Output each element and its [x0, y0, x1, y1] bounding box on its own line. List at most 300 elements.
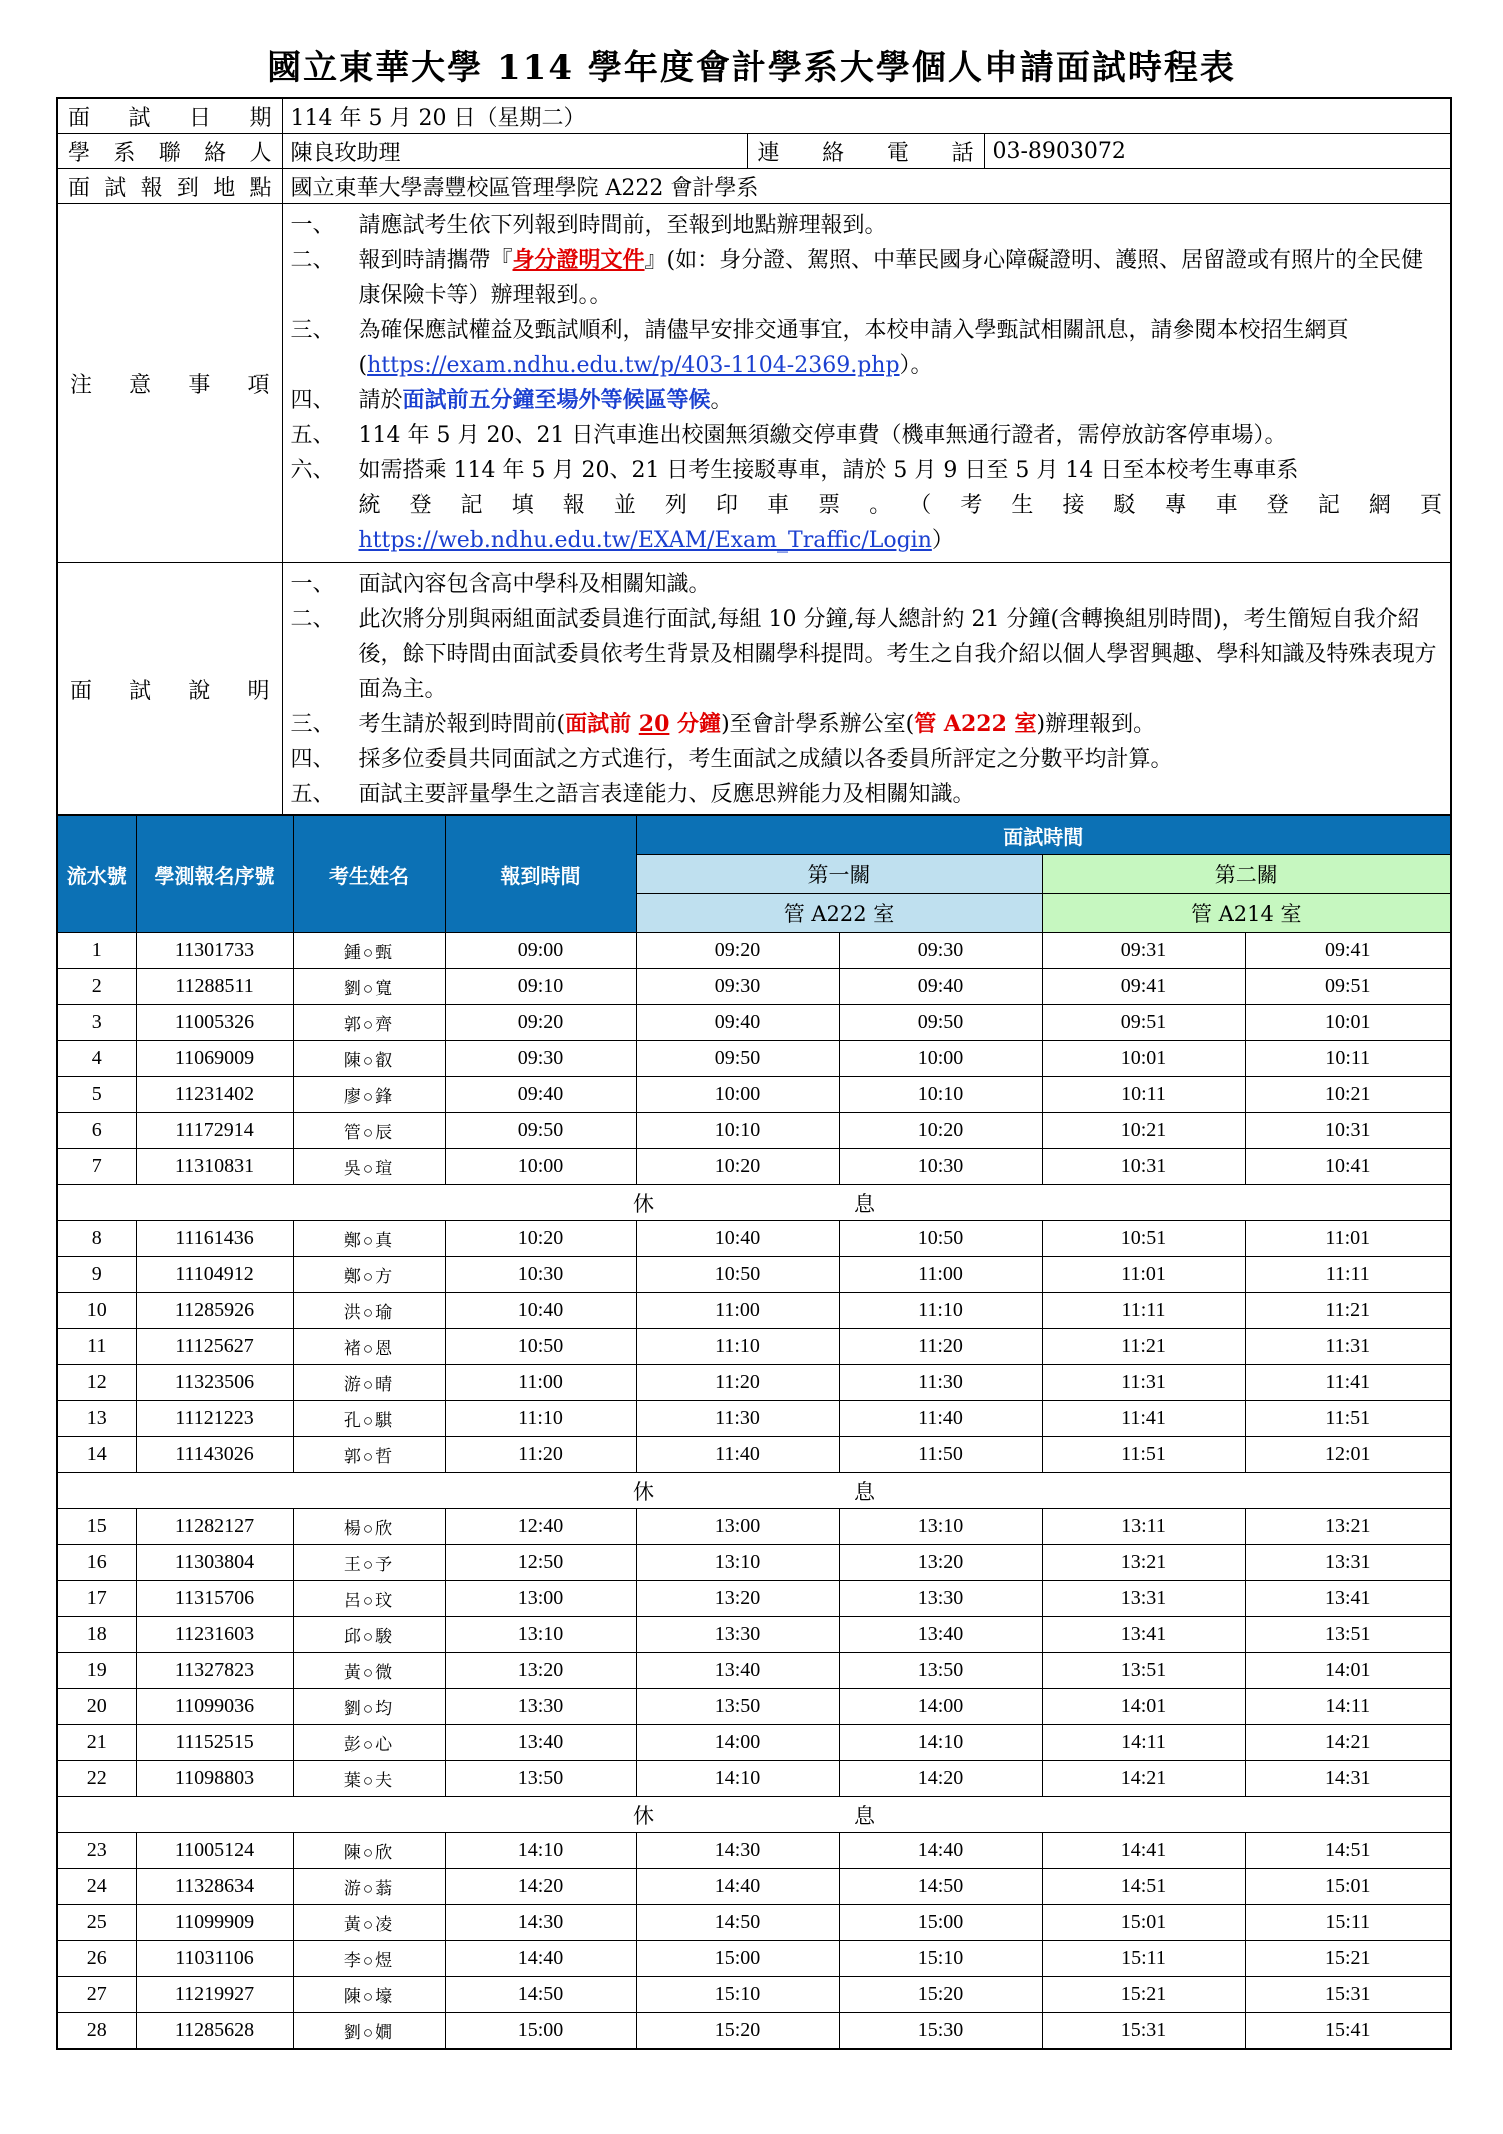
note-text: 114 年 5 月 20、21 日汽車進出校園無須繳交停車費（機車無通行證者，需停放訪客停車場）。	[358, 423, 1287, 448]
stage2-start-cell: 14:41	[1042, 1833, 1245, 1869]
note-text: 請應試考生依下列報到時間前，至報到地點辦理報到。	[358, 213, 887, 238]
checkin-time-cell: 12:40	[445, 1509, 636, 1545]
stage2-end-cell: 14:31	[1245, 1761, 1451, 1797]
stage1-end-cell: 10:50	[839, 1221, 1042, 1257]
admission-website-link[interactable]: https://exam.ndhu.edu.tw/p/403-1104-2369.php	[367, 353, 900, 378]
stage1-end-cell: 11:00	[839, 1257, 1042, 1293]
serial-number-cell: 27	[57, 1977, 136, 2013]
explain-item	[291, 567, 1443, 602]
stage1-end-cell: 14:20	[839, 1761, 1042, 1797]
schedule-row	[57, 1725, 1451, 1761]
explain-text-part: 面試前	[565, 711, 639, 737]
stage1-start-cell: 14:30	[636, 1833, 839, 1869]
stage1-start-cell: 11:20	[636, 1365, 839, 1401]
schedule-row	[57, 1257, 1451, 1293]
serial-number-cell: 22	[57, 1761, 136, 1797]
schedule-header-row	[57, 815, 1451, 855]
schedule-row	[57, 1365, 1451, 1401]
registration-number-cell: 11099036	[136, 1689, 293, 1725]
stage2-start-cell: 10:21	[1042, 1113, 1245, 1149]
note-number: 四、	[290, 388, 335, 413]
candidate-name-cell: 孔○騏	[293, 1401, 445, 1437]
checkin-time-cell: 11:00	[445, 1365, 636, 1401]
checkin-time-cell: 09:30	[445, 1041, 636, 1077]
explain-text: 面試內容包含高中學科及相關知識。	[358, 572, 711, 597]
stage1-end-cell: 09:40	[839, 969, 1042, 1005]
candidate-name-cell: 吳○瑄	[293, 1149, 445, 1185]
serial-number-cell: 19	[57, 1653, 136, 1689]
registration-number-cell: 11328634	[136, 1869, 293, 1905]
break-row	[57, 1185, 1451, 1221]
registration-number-cell: 11121223	[136, 1401, 293, 1437]
notes-content	[282, 204, 1451, 563]
serial-number-cell: 24	[57, 1869, 136, 1905]
stage2-start-cell: 09:41	[1042, 969, 1245, 1005]
serial-number-cell: 17	[57, 1581, 136, 1617]
checkin-time-cell: 13:50	[445, 1761, 636, 1797]
stage1-start-cell: 13:10	[636, 1545, 839, 1581]
checkin-time-cell: 13:40	[445, 1725, 636, 1761]
candidate-name-cell: 鄭○方	[293, 1257, 445, 1293]
stage2-start-cell: 15:01	[1042, 1905, 1245, 1941]
candidate-name-cell: 廖○鋒	[293, 1077, 445, 1113]
checkin-time-cell: 14:50	[445, 1977, 636, 2013]
office-room-emphasis: 管 A222 室	[914, 711, 1037, 737]
serial-number-cell: 21	[57, 1725, 136, 1761]
break-row	[57, 1473, 1451, 1509]
stage2-end-cell: 13:31	[1245, 1545, 1451, 1581]
stage1-start-cell: 15:10	[636, 1977, 839, 2013]
note-text-part: 請於	[358, 388, 403, 413]
schedule-row	[57, 1617, 1451, 1653]
serial-number-cell: 11	[57, 1329, 136, 1365]
serial-number-cell: 12	[57, 1365, 136, 1401]
stage1-end-cell: 10:10	[839, 1077, 1042, 1113]
stage1-end-cell: 11:50	[839, 1437, 1042, 1473]
break-label: 休息	[57, 1797, 1451, 1833]
stage2-start-cell: 11:01	[1042, 1257, 1245, 1293]
candidate-name-cell: 郭○齊	[293, 1005, 445, 1041]
stage1-start-cell: 14:40	[636, 1869, 839, 1905]
stage2-start-cell: 11:11	[1042, 1293, 1245, 1329]
notes-label: 注意事項	[57, 204, 282, 563]
serial-number-cell: 18	[57, 1617, 136, 1653]
stage2-start-cell: 13:51	[1042, 1653, 1245, 1689]
candidate-name-cell: 黃○微	[293, 1653, 445, 1689]
stage2-end-cell: 14:21	[1245, 1725, 1451, 1761]
stage1-start-cell: 14:50	[636, 1905, 839, 1941]
notes-row	[57, 204, 1451, 563]
registration-number-cell: 11231402	[136, 1077, 293, 1113]
stage2-end-cell: 13:41	[1245, 1581, 1451, 1617]
stage1-end-cell: 10:00	[839, 1041, 1042, 1077]
contact-row	[57, 134, 1451, 169]
stage1-end-cell: 11:10	[839, 1293, 1042, 1329]
stage2-end-cell: 11:41	[1245, 1365, 1451, 1401]
schedule-row	[57, 1905, 1451, 1941]
header-serial-number: 流水號	[57, 815, 136, 933]
registration-number-cell: 11285926	[136, 1293, 293, 1329]
schedule-row	[57, 2013, 1451, 2050]
candidate-name-cell: 李○煜	[293, 1941, 445, 1977]
serial-number-cell: 8	[57, 1221, 136, 1257]
explain-item	[291, 602, 1443, 707]
registration-number-cell: 11231603	[136, 1617, 293, 1653]
note-text-part: 如需搭乘 114 年 5 月 20、21 日考生接駁專車，請於 5 月 9 日至 5 月 14 日至本校考生專車系	[358, 458, 1299, 483]
candidate-name-cell: 游○晴	[293, 1365, 445, 1401]
registration-number-cell: 11301733	[136, 933, 293, 969]
stage2-start-cell: 11:31	[1042, 1365, 1245, 1401]
stage1-end-cell: 13:20	[839, 1545, 1042, 1581]
header-stage-1: 第一關	[636, 855, 1042, 894]
note-text	[359, 383, 1443, 418]
stage2-start-cell: 15:11	[1042, 1941, 1245, 1977]
stage2-start-cell: 13:11	[1042, 1509, 1245, 1545]
serial-number-cell: 20	[57, 1689, 136, 1725]
note-text-part: 。	[710, 388, 733, 413]
schedule-row	[57, 1077, 1451, 1113]
location-row	[57, 169, 1451, 204]
stage1-start-cell: 14:10	[636, 1761, 839, 1797]
stage2-start-cell: 10:51	[1042, 1221, 1245, 1257]
registration-number-cell: 11327823	[136, 1653, 293, 1689]
stage2-end-cell: 11:01	[1245, 1221, 1451, 1257]
explain-content	[282, 563, 1451, 818]
stage1-start-cell: 11:40	[636, 1437, 839, 1473]
explain-number: 五、	[290, 782, 335, 807]
stage1-end-cell: 13:10	[839, 1509, 1042, 1545]
note-item	[291, 313, 1443, 383]
schedule-row	[57, 1869, 1451, 1905]
schedule-table	[56, 814, 1452, 2050]
header-registration-number: 學測報名序號	[136, 815, 293, 933]
serial-number-cell: 6	[57, 1113, 136, 1149]
checkin-time-cell: 10:20	[445, 1221, 636, 1257]
serial-number-cell: 1	[57, 933, 136, 969]
candidate-name-cell: 呂○玟	[293, 1581, 445, 1617]
candidate-name-cell: 管○辰	[293, 1113, 445, 1149]
break-label: 休息	[57, 1185, 1451, 1221]
checkin-time-cell: 10:40	[445, 1293, 636, 1329]
checkin-time-cell: 09:40	[445, 1077, 636, 1113]
stage1-end-cell: 14:00	[839, 1689, 1042, 1725]
stage2-end-cell: 11:31	[1245, 1329, 1451, 1365]
schedule-body	[57, 933, 1451, 2050]
note-item	[291, 243, 1443, 313]
explain-text: 採多位委員共同面試之方式進行，考生面試之成績以各委員所評定之分數平均計算。	[358, 747, 1173, 772]
stage1-start-cell: 10:10	[636, 1113, 839, 1149]
serial-number-cell: 5	[57, 1077, 136, 1113]
stage2-end-cell: 13:21	[1245, 1509, 1451, 1545]
explain-row	[57, 563, 1451, 818]
serial-number-cell: 15	[57, 1509, 136, 1545]
checkin-time-cell: 10:00	[445, 1149, 636, 1185]
candidate-name-cell: 王○予	[293, 1545, 445, 1581]
stage2-start-cell: 11:41	[1042, 1401, 1245, 1437]
registration-number-cell: 11098803	[136, 1761, 293, 1797]
registration-number-cell: 11152515	[136, 1725, 293, 1761]
note-text-part: 報到時請攜帶『	[358, 248, 513, 273]
checkin-time-cell: 13:10	[445, 1617, 636, 1653]
stage1-end-cell: 15:20	[839, 1977, 1042, 2013]
checkin-time-cell: 12:50	[445, 1545, 636, 1581]
stage1-start-cell: 15:20	[636, 2013, 839, 2050]
explain-text	[359, 707, 1443, 742]
stage2-start-cell: 09:51	[1042, 1005, 1245, 1041]
schedule-row	[57, 1437, 1451, 1473]
explain-number: 四、	[290, 747, 335, 772]
checkin-time-cell: 09:20	[445, 1005, 636, 1041]
note-item	[291, 418, 1443, 453]
explain-item	[291, 777, 1443, 812]
candidate-name-cell: 劉○寬	[293, 969, 445, 1005]
stage2-start-cell: 13:31	[1042, 1581, 1245, 1617]
explain-item	[291, 707, 1443, 742]
stage2-start-cell: 09:31	[1042, 933, 1245, 969]
stage2-start-cell: 13:21	[1042, 1545, 1245, 1581]
registration-number-cell: 11219927	[136, 1977, 293, 2013]
note-text-part: ）	[931, 528, 954, 553]
stage1-end-cell: 11:40	[839, 1401, 1042, 1437]
phone-value: 03-8903072	[984, 134, 1451, 169]
explain-number: 二、	[290, 607, 335, 632]
note-text-part: 統登記填報並列印車票。（考生接駁專車登記網頁	[358, 493, 1442, 518]
stage1-start-cell: 10:40	[636, 1221, 839, 1257]
note-text	[359, 243, 1443, 313]
stage2-start-cell: 15:21	[1042, 1977, 1245, 2013]
stage1-start-cell: 13:30	[636, 1617, 839, 1653]
stage2-start-cell: 13:41	[1042, 1617, 1245, 1653]
serial-number-cell: 7	[57, 1149, 136, 1185]
note-number: 三、	[290, 318, 335, 343]
stage2-end-cell: 11:51	[1245, 1401, 1451, 1437]
contact-value: 陳良玫助理	[282, 134, 747, 169]
registration-number-cell: 11005326	[136, 1005, 293, 1041]
stage1-start-cell: 13:20	[636, 1581, 839, 1617]
candidate-name-cell: 邱○駿	[293, 1617, 445, 1653]
registration-number-cell: 11172914	[136, 1113, 293, 1149]
stage1-start-cell: 15:00	[636, 1941, 839, 1977]
schedule-row	[57, 1113, 1451, 1149]
registration-number-cell: 11143026	[136, 1437, 293, 1473]
explain-item	[291, 742, 1443, 777]
registration-number-cell: 11288511	[136, 969, 293, 1005]
explain-text-part: 考生請於報到時間前(	[358, 712, 566, 737]
interview-date-label: 面試日期	[57, 98, 282, 134]
stage1-end-cell: 09:30	[839, 933, 1042, 969]
header-interview-time: 面試時間	[636, 815, 1451, 855]
stage2-end-cell: 10:11	[1245, 1041, 1451, 1077]
checkin-time-cell: 14:30	[445, 1905, 636, 1941]
header-checkin-time: 報到時間	[445, 815, 636, 933]
stage2-end-cell: 09:41	[1245, 933, 1451, 969]
candidate-name-cell: 郭○哲	[293, 1437, 445, 1473]
stage1-end-cell: 11:30	[839, 1365, 1042, 1401]
candidate-name-cell: 劉○均	[293, 1689, 445, 1725]
minutes-number: 20	[638, 711, 670, 737]
stage2-end-cell: 13:51	[1245, 1617, 1451, 1653]
serial-number-cell: 3	[57, 1005, 136, 1041]
break-row	[57, 1797, 1451, 1833]
stage1-end-cell: 10:20	[839, 1113, 1042, 1149]
registration-number-cell: 11099909	[136, 1905, 293, 1941]
stage1-start-cell: 13:50	[636, 1689, 839, 1725]
stage1-start-cell: 11:00	[636, 1293, 839, 1329]
checkin-time-cell: 10:30	[445, 1257, 636, 1293]
serial-number-cell: 23	[57, 1833, 136, 1869]
note-item	[291, 453, 1443, 558]
stage1-start-cell: 11:30	[636, 1401, 839, 1437]
stage1-end-cell: 10:30	[839, 1149, 1042, 1185]
candidate-name-cell: 褚○恩	[293, 1329, 445, 1365]
stage2-start-cell: 10:11	[1042, 1077, 1245, 1113]
candidate-name-cell: 游○蓊	[293, 1869, 445, 1905]
stage1-start-cell: 11:10	[636, 1329, 839, 1365]
waiting-area-emphasis: 面試前五分鐘至場外等候區等候	[402, 387, 711, 413]
stage2-end-cell: 11:21	[1245, 1293, 1451, 1329]
stage1-end-cell: 13:30	[839, 1581, 1042, 1617]
stage2-end-cell: 10:41	[1245, 1149, 1451, 1185]
header-room-1: 管 A222 室	[636, 894, 1042, 933]
explain-text-part: )至會計學系辦公室(	[721, 712, 915, 737]
break-label: 休息	[57, 1473, 1451, 1509]
registration-number-cell: 11069009	[136, 1041, 293, 1077]
stage2-start-cell: 14:51	[1042, 1869, 1245, 1905]
serial-number-cell: 26	[57, 1941, 136, 1977]
checkin-time-cell: 14:40	[445, 1941, 636, 1977]
registration-number-cell: 11315706	[136, 1581, 293, 1617]
note-text-part: 』(如：身分證、駕照、中華民國身心障礙證明、護照、居留證或有照片的全民健康保險卡等）辦理報到。。	[358, 248, 1424, 308]
schedule-row	[57, 1329, 1451, 1365]
checkin-time-cell: 09:50	[445, 1113, 636, 1149]
note-text-part: ）。	[899, 353, 933, 378]
schedule-row	[57, 969, 1451, 1005]
stage1-end-cell: 14:10	[839, 1725, 1042, 1761]
explain-text: 面試主要評量學生之語言表達能力、反應思辨能力及相關知識。	[358, 782, 975, 807]
schedule-row	[57, 1689, 1451, 1725]
info-table	[56, 97, 1452, 818]
header-candidate-name: 考生姓名	[293, 815, 445, 933]
candidate-name-cell: 洪○瑜	[293, 1293, 445, 1329]
header-room-2: 管 A214 室	[1042, 894, 1451, 933]
candidate-name-cell: 陳○壕	[293, 1977, 445, 2013]
explain-text-part: 分鐘	[669, 711, 722, 737]
serial-number-cell: 14	[57, 1437, 136, 1473]
stage1-end-cell: 14:40	[839, 1833, 1042, 1869]
stage2-end-cell: 10:31	[1245, 1113, 1451, 1149]
checkin-time-cell: 14:20	[445, 1869, 636, 1905]
schedule-row	[57, 1941, 1451, 1977]
stage1-end-cell: 15:00	[839, 1905, 1042, 1941]
stage2-end-cell: 15:31	[1245, 1977, 1451, 2013]
note-number: 六、	[290, 458, 335, 483]
stage2-end-cell: 15:11	[1245, 1905, 1451, 1941]
candidate-name-cell: 劉○嫺	[293, 2013, 445, 2050]
id-document-emphasis: 身分證明文件	[512, 247, 645, 273]
stage1-start-cell: 09:40	[636, 1005, 839, 1041]
stage2-start-cell: 10:01	[1042, 1041, 1245, 1077]
registration-number-cell: 11161436	[136, 1221, 293, 1257]
serial-number-cell: 28	[57, 2013, 136, 2050]
registration-number-cell: 11323506	[136, 1365, 293, 1401]
stage1-end-cell: 15:30	[839, 2013, 1042, 2050]
registration-number-cell: 11285628	[136, 2013, 293, 2050]
explain-number: 三、	[290, 712, 335, 737]
stage2-end-cell: 11:11	[1245, 1257, 1451, 1293]
stage1-end-cell: 15:10	[839, 1941, 1042, 1977]
schedule-row	[57, 1761, 1451, 1797]
registration-number-cell: 11282127	[136, 1509, 293, 1545]
stage1-start-cell: 13:00	[636, 1509, 839, 1545]
location-label: 面試報到地點	[57, 169, 282, 204]
stage2-end-cell: 14:11	[1245, 1689, 1451, 1725]
note-item	[291, 383, 1443, 418]
schedule-row	[57, 1833, 1451, 1869]
stage2-start-cell: 15:31	[1042, 2013, 1245, 2050]
checkin-time-cell: 13:00	[445, 1581, 636, 1617]
shuttle-registration-link[interactable]: https://web.ndhu.edu.tw/EXAM/Exam_Traffic/Login	[358, 528, 932, 553]
stage1-end-cell: 11:20	[839, 1329, 1042, 1365]
schedule-row	[57, 1581, 1451, 1617]
checkin-time-cell: 15:00	[445, 2013, 636, 2050]
stage2-end-cell: 15:41	[1245, 2013, 1451, 2050]
header-stage-2: 第二關	[1042, 855, 1451, 894]
contact-label: 學系聯絡人	[57, 134, 282, 169]
schedule-row	[57, 1545, 1451, 1581]
candidate-name-cell: 楊○欣	[293, 1509, 445, 1545]
schedule-row	[57, 1005, 1451, 1041]
candidate-name-cell: 黃○凌	[293, 1905, 445, 1941]
stage2-end-cell: 15:21	[1245, 1941, 1451, 1977]
checkin-time-cell: 10:50	[445, 1329, 636, 1365]
schedule-row	[57, 1653, 1451, 1689]
stage1-end-cell: 13:40	[839, 1617, 1042, 1653]
schedule-row	[57, 1977, 1451, 2013]
interview-date-value: 114 年 5 月 20 日（星期二）	[282, 98, 1451, 134]
registration-number-cell: 11031106	[136, 1941, 293, 1977]
phone-label: 連絡電話	[747, 134, 984, 169]
explain-label: 面試說明	[57, 563, 282, 818]
stage1-start-cell: 14:00	[636, 1725, 839, 1761]
stage1-start-cell: 10:50	[636, 1257, 839, 1293]
schedule-row	[57, 1401, 1451, 1437]
stage2-start-cell: 11:21	[1042, 1329, 1245, 1365]
registration-number-cell: 11303804	[136, 1545, 293, 1581]
registration-number-cell: 11125627	[136, 1329, 293, 1365]
explain-number: 一、	[290, 572, 335, 597]
checkin-time-cell: 11:20	[445, 1437, 636, 1473]
serial-number-cell: 4	[57, 1041, 136, 1077]
interview-date-row	[57, 98, 1451, 134]
stage2-start-cell: 14:11	[1042, 1725, 1245, 1761]
stage1-start-cell: 09:20	[636, 933, 839, 969]
candidate-name-cell: 彭○心	[293, 1725, 445, 1761]
registration-number-cell: 11310831	[136, 1149, 293, 1185]
stage2-end-cell: 10:01	[1245, 1005, 1451, 1041]
stage2-end-cell: 14:01	[1245, 1653, 1451, 1689]
stage1-start-cell: 09:30	[636, 969, 839, 1005]
candidate-name-cell: 陳○欣	[293, 1833, 445, 1869]
schedule-row	[57, 1149, 1451, 1185]
stage1-end-cell: 14:50	[839, 1869, 1042, 1905]
stage2-end-cell: 15:01	[1245, 1869, 1451, 1905]
document-title: 國立東華大學 114 學年度會計學系大學個人申請面試時程表	[267, 48, 1236, 88]
checkin-time-cell: 11:10	[445, 1401, 636, 1437]
stage2-start-cell: 11:51	[1042, 1437, 1245, 1473]
stage2-start-cell: 10:31	[1042, 1149, 1245, 1185]
schedule-row	[57, 1041, 1451, 1077]
note-number: 五、	[290, 423, 335, 448]
